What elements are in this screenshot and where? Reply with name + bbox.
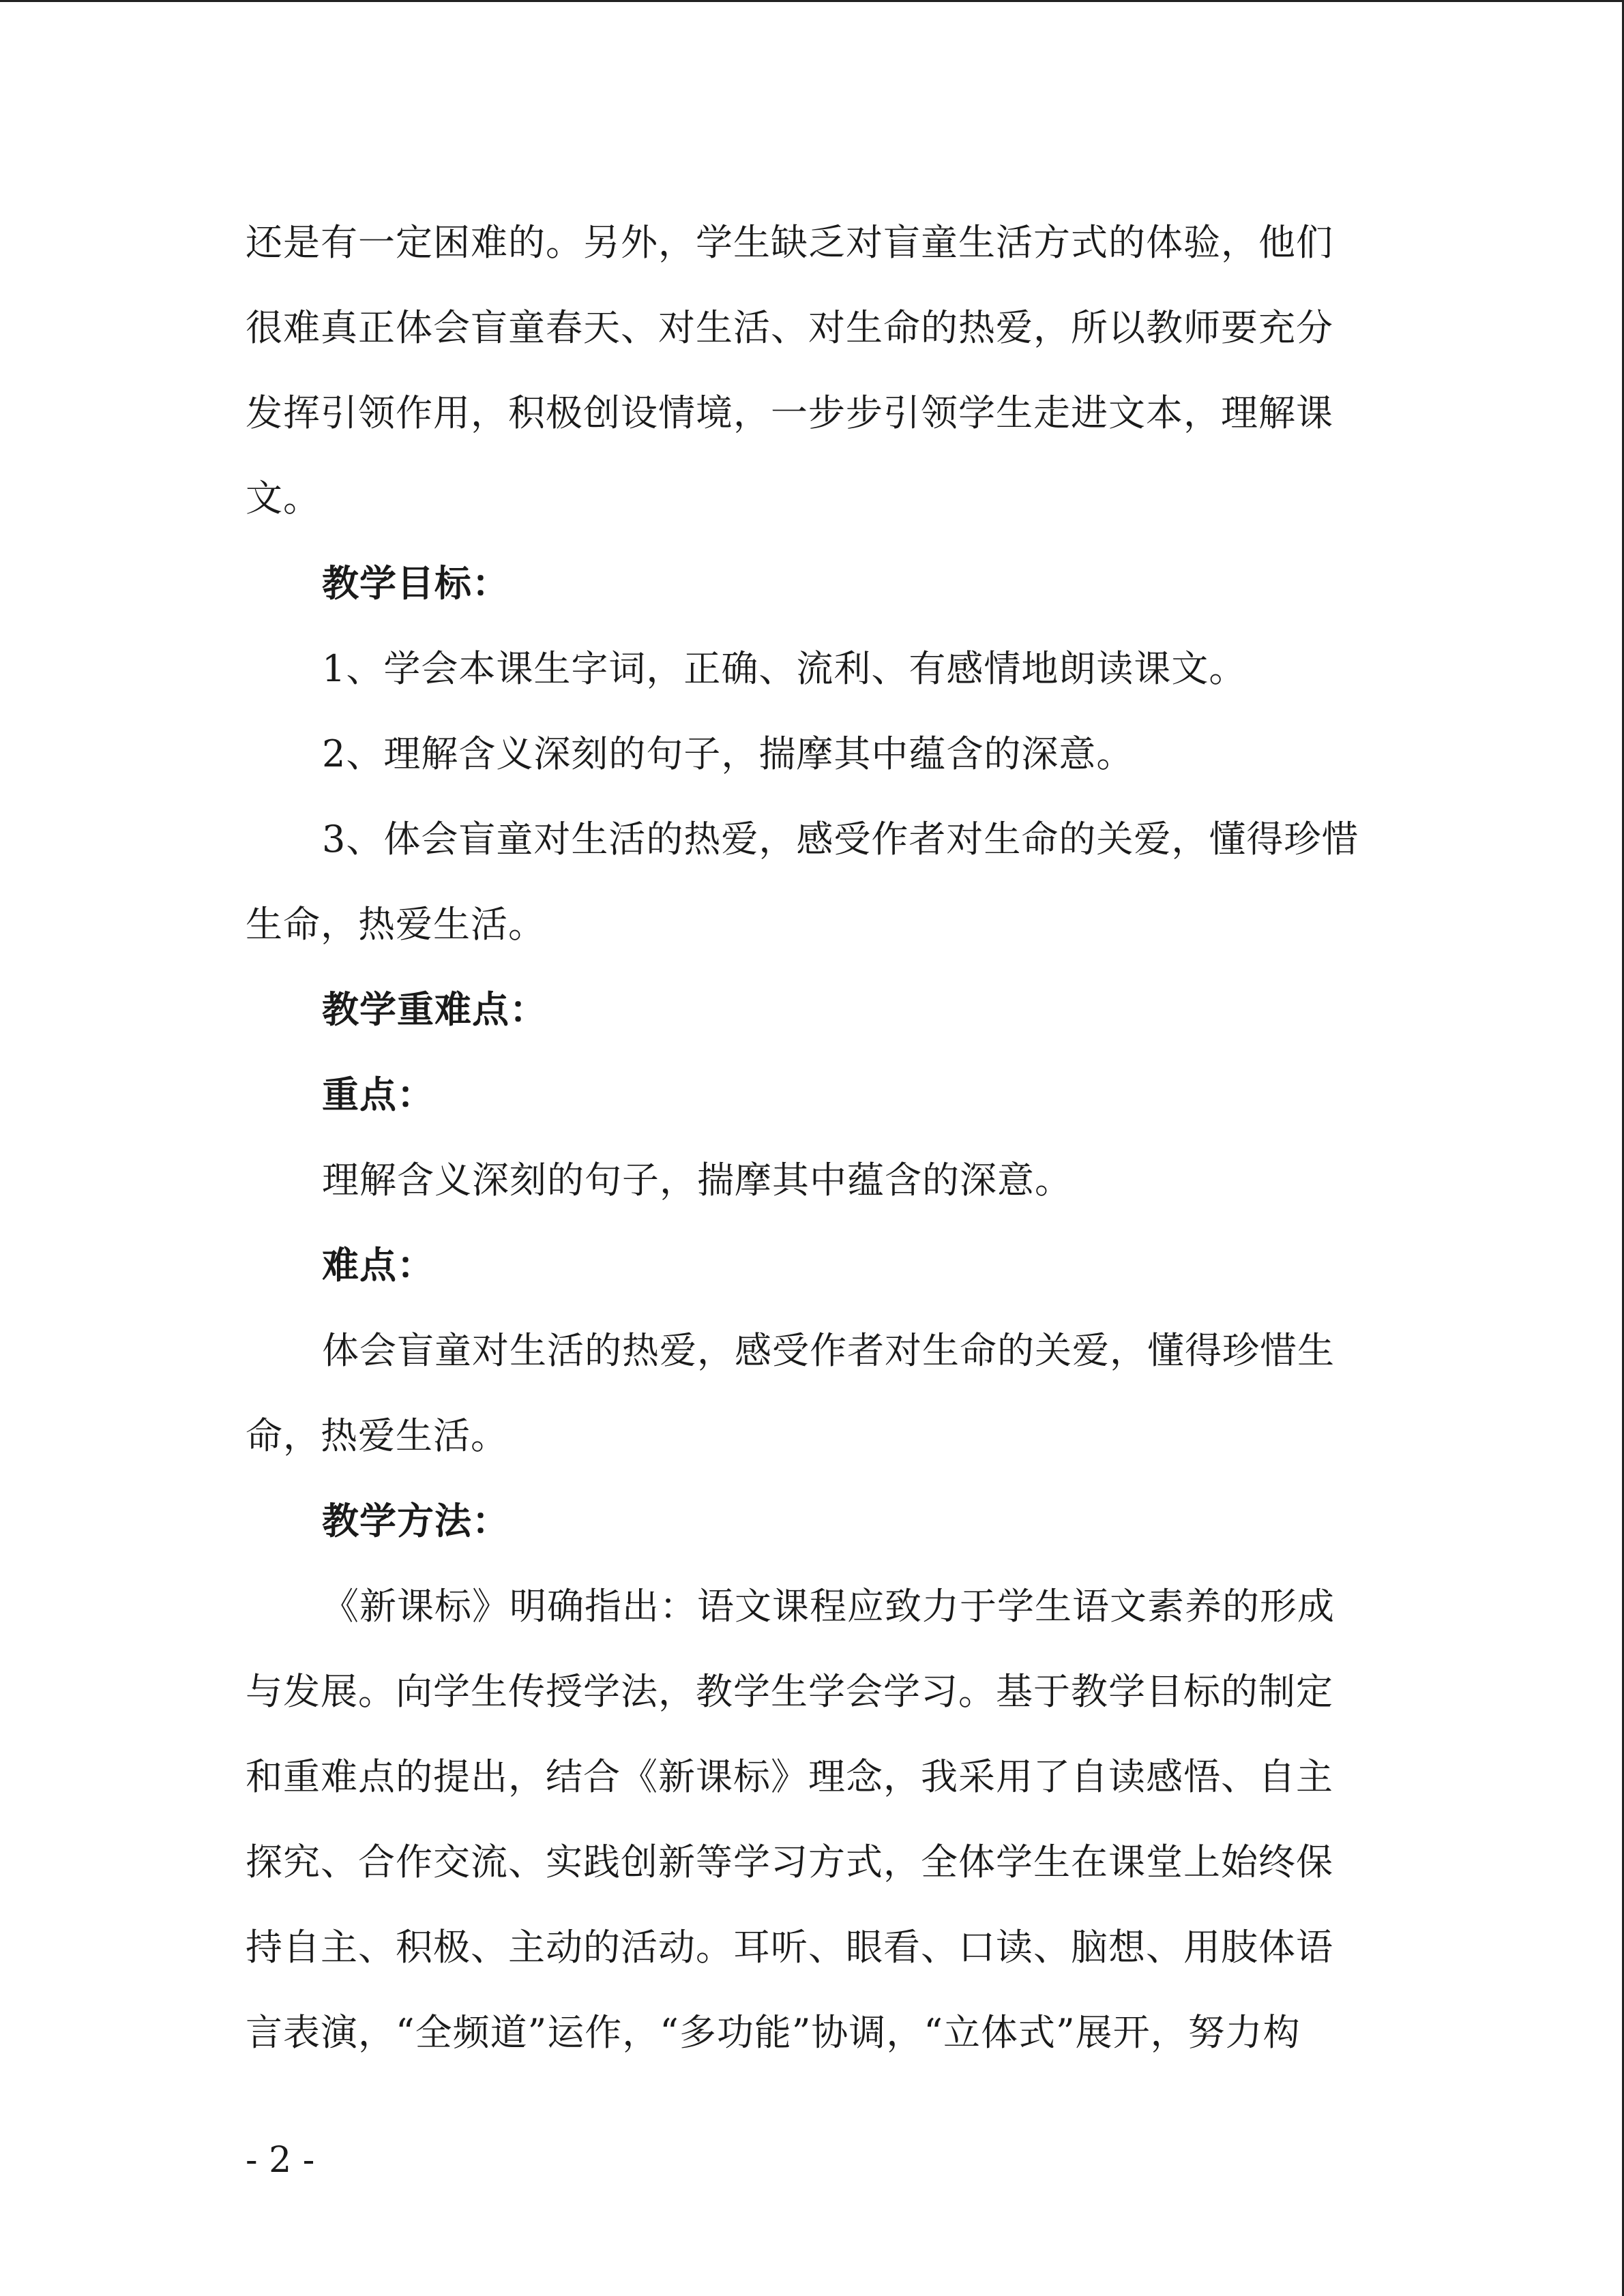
text-line: 文。 bbox=[246, 477, 321, 520]
text-line: 1、学会本课生字词，正确、流利、有感情地朗读课文。 bbox=[322, 647, 1247, 690]
section-heading: 教学重难点： bbox=[322, 987, 547, 1031]
text-line: 与发展。向学生传授学法，教学生学会学习。基于教学目标的制定 bbox=[246, 1670, 1333, 1713]
text-line: 和重难点的提出，结合《新课标》理念，我采用了自读感悟、自主 bbox=[246, 1755, 1333, 1798]
text-line: 2、理解含义深刻的句子，揣摩其中蕴含的深意。 bbox=[322, 732, 1134, 775]
section-heading: 教学目标： bbox=[322, 561, 510, 605]
text-line: 持自主、积极、主动的活动。耳听、眼看、口读、脑想、用肢体语 bbox=[246, 1926, 1333, 1969]
text-line: 3、体会盲童对生活的热爱，感受作者对生命的关爱，懂得珍惜 bbox=[322, 818, 1359, 861]
document-body bbox=[246, 200, 1378, 2075]
text-line: 《新课标》明确指出：语文课程应致力于学生语文素养的形成 bbox=[322, 1585, 1335, 1628]
text-line: 还是有一定困难的。另外，学生缺乏对盲童生活方式的体验，他们 bbox=[246, 221, 1333, 264]
section-heading: 教学方法： bbox=[322, 1499, 510, 1542]
text-line: 探究、合作交流、实践创新等学习方式，全体学生在课堂上始终保 bbox=[246, 1840, 1333, 1883]
text-line: 生命，热爱生活。 bbox=[246, 903, 546, 946]
text-line: 言表演，“全频道”运作，“多功能”协调，“立体式”展开，努力构 bbox=[246, 2011, 1301, 2054]
text-line: 体会盲童对生活的热爱，感受作者对生命的关爱，懂得珍惜生 bbox=[322, 1329, 1335, 1372]
text-line: 很难真正体会盲童春天、对生活、对生命的热爱，所以教师要充分 bbox=[246, 306, 1333, 349]
text-line: 发挥引领作用，积极创设情境，一步步引领学生走进文本，理解课 bbox=[246, 391, 1333, 434]
page-number: - 2 - bbox=[246, 2140, 315, 2181]
section-heading: 难点： bbox=[322, 1243, 434, 1287]
text-line: 命，热爱生活。 bbox=[246, 1414, 508, 1457]
text-line: 理解含义深刻的句子，揣摩其中蕴含的深意。 bbox=[322, 1159, 1072, 1202]
section-heading: 重点： bbox=[322, 1073, 434, 1116]
